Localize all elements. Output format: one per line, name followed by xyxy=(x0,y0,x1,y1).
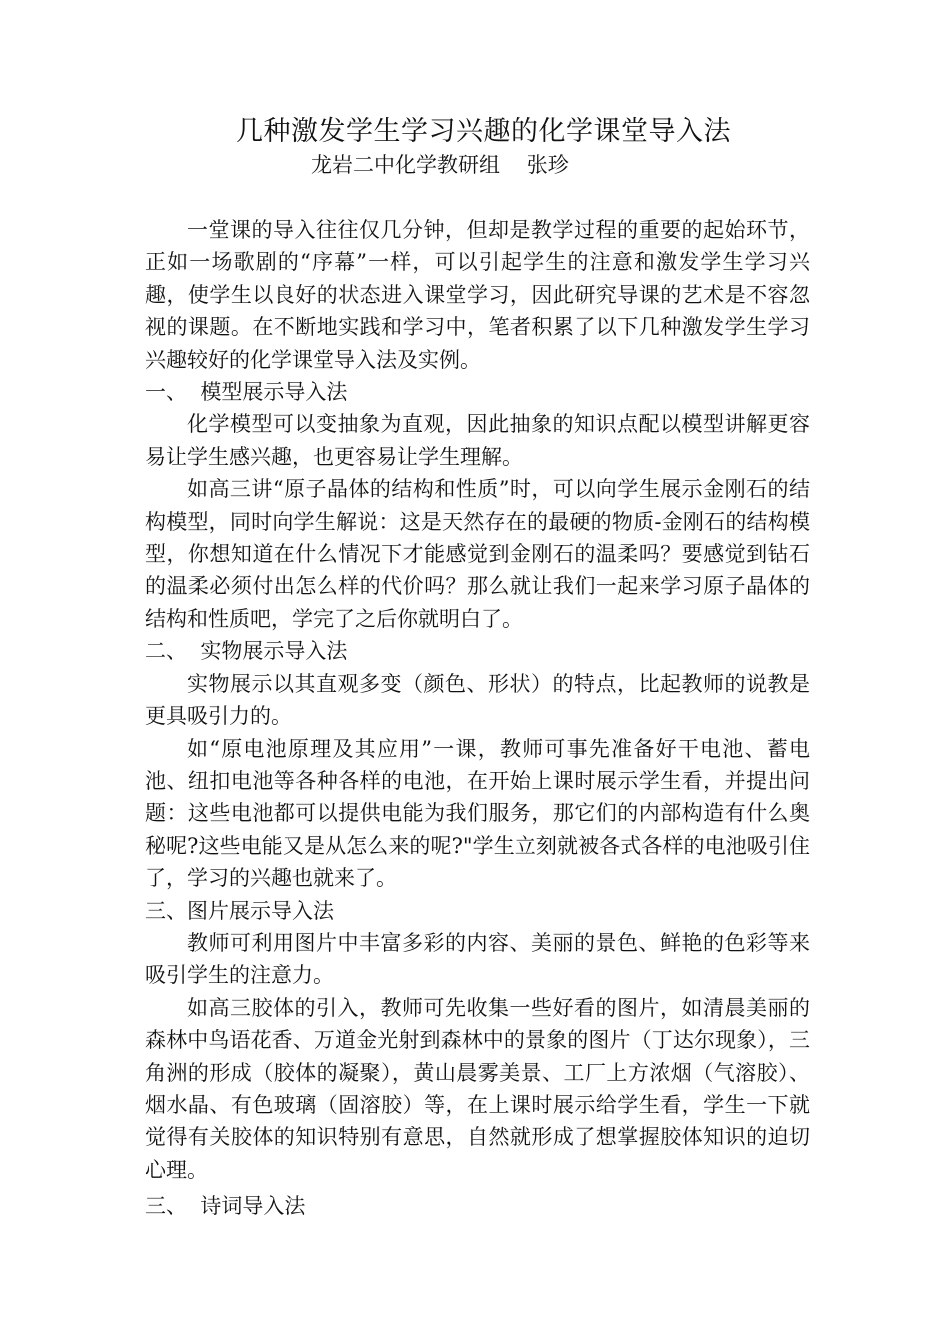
body-paragraph: 如“原电池原理及其应用”一课，教师可事先准备好干电池、蓄电池、纽扣电池等各种各样的电池，在开始上课时展示学生看，并提出问题：这些电池都可以提供电能为我们服务，那它们的内部构造有什么奥秘呢?这些电能又是从怎么来的呢?"学生立刻就被各式各样的电池吸引住了，学习的兴趣也就来了。 xyxy=(145,736,810,891)
section-heading-object: 二、 实物展示导入法 xyxy=(145,639,348,664)
body-paragraph: 教师可利用图片中丰富多彩的内容、美丽的景色、鲜艳的色彩等来吸引学生的注意力。 xyxy=(145,930,810,988)
body-paragraph: 实物展示以其直观多变（颜色、形状）的特点，比起教师的说教是更具吸引力的。 xyxy=(145,671,810,729)
document-body xyxy=(145,214,810,1223)
document-title: 几种激发学生学习兴趣的化学课堂导入法 xyxy=(236,116,731,147)
document-author-line: 龙岩二中化学教研组 张珍 xyxy=(311,153,569,177)
intro-paragraph: 一堂课的导入往往仅几分钟，但却是教学过程的重要的起始环节，正如一场歌剧的“序幕”一样，可以引起学生的注意和激发学生学习兴趣，使学生以良好的状态进入课堂学习，因此研究导课的艺术是不容忽视的课题。在不断地实践和学习中，笔者积累了以下几种激发学生学习兴趣较好的化学课堂导入法及实例。 xyxy=(145,218,810,372)
section-heading-picture: 三、图片展示导入法 xyxy=(145,898,334,923)
section-heading-model: 一、 模型展示导入法 xyxy=(145,380,348,405)
body-paragraph: 如高三讲“原子晶体的结构和性质”时，可以向学生展示金刚石的结构模型，同时向学生解说：这是天然存在的最硬的物质-金刚石的结构模型，你想知道在什么情况下才能感觉到金刚石的温柔吗？要感觉到钻石的温柔必须付出怎么样的代价吗？那么就让我们一起来学习原子晶体的结构和性质吧，学完了之后你就明白了。 xyxy=(145,477,810,631)
body-paragraph: 如高三胶体的引入，教师可先收集一些好看的图片，如清晨美丽的森林中鸟语花香、万道金光射到森林中的景象的图片（丁达尔现象），三角洲的形成（胶体的凝聚），黄山晨雾美景、工厂上方浓烟（气溶胶）、烟水晶、有色玻璃（固溶胶）等，在上课时展示给学生看，学生一下就觉得有关胶体的知识特别有意思，自然就形成了想掌握胶体知识的迫切心理。 xyxy=(145,995,810,1182)
body-paragraph: 化学模型可以变抽象为直观，因此抽象的知识点配以模型讲解更容易让学生感兴趣，也更容易让学生理解。 xyxy=(145,412,810,469)
section-heading-poetry: 三、 诗词导入法 xyxy=(145,1194,306,1219)
